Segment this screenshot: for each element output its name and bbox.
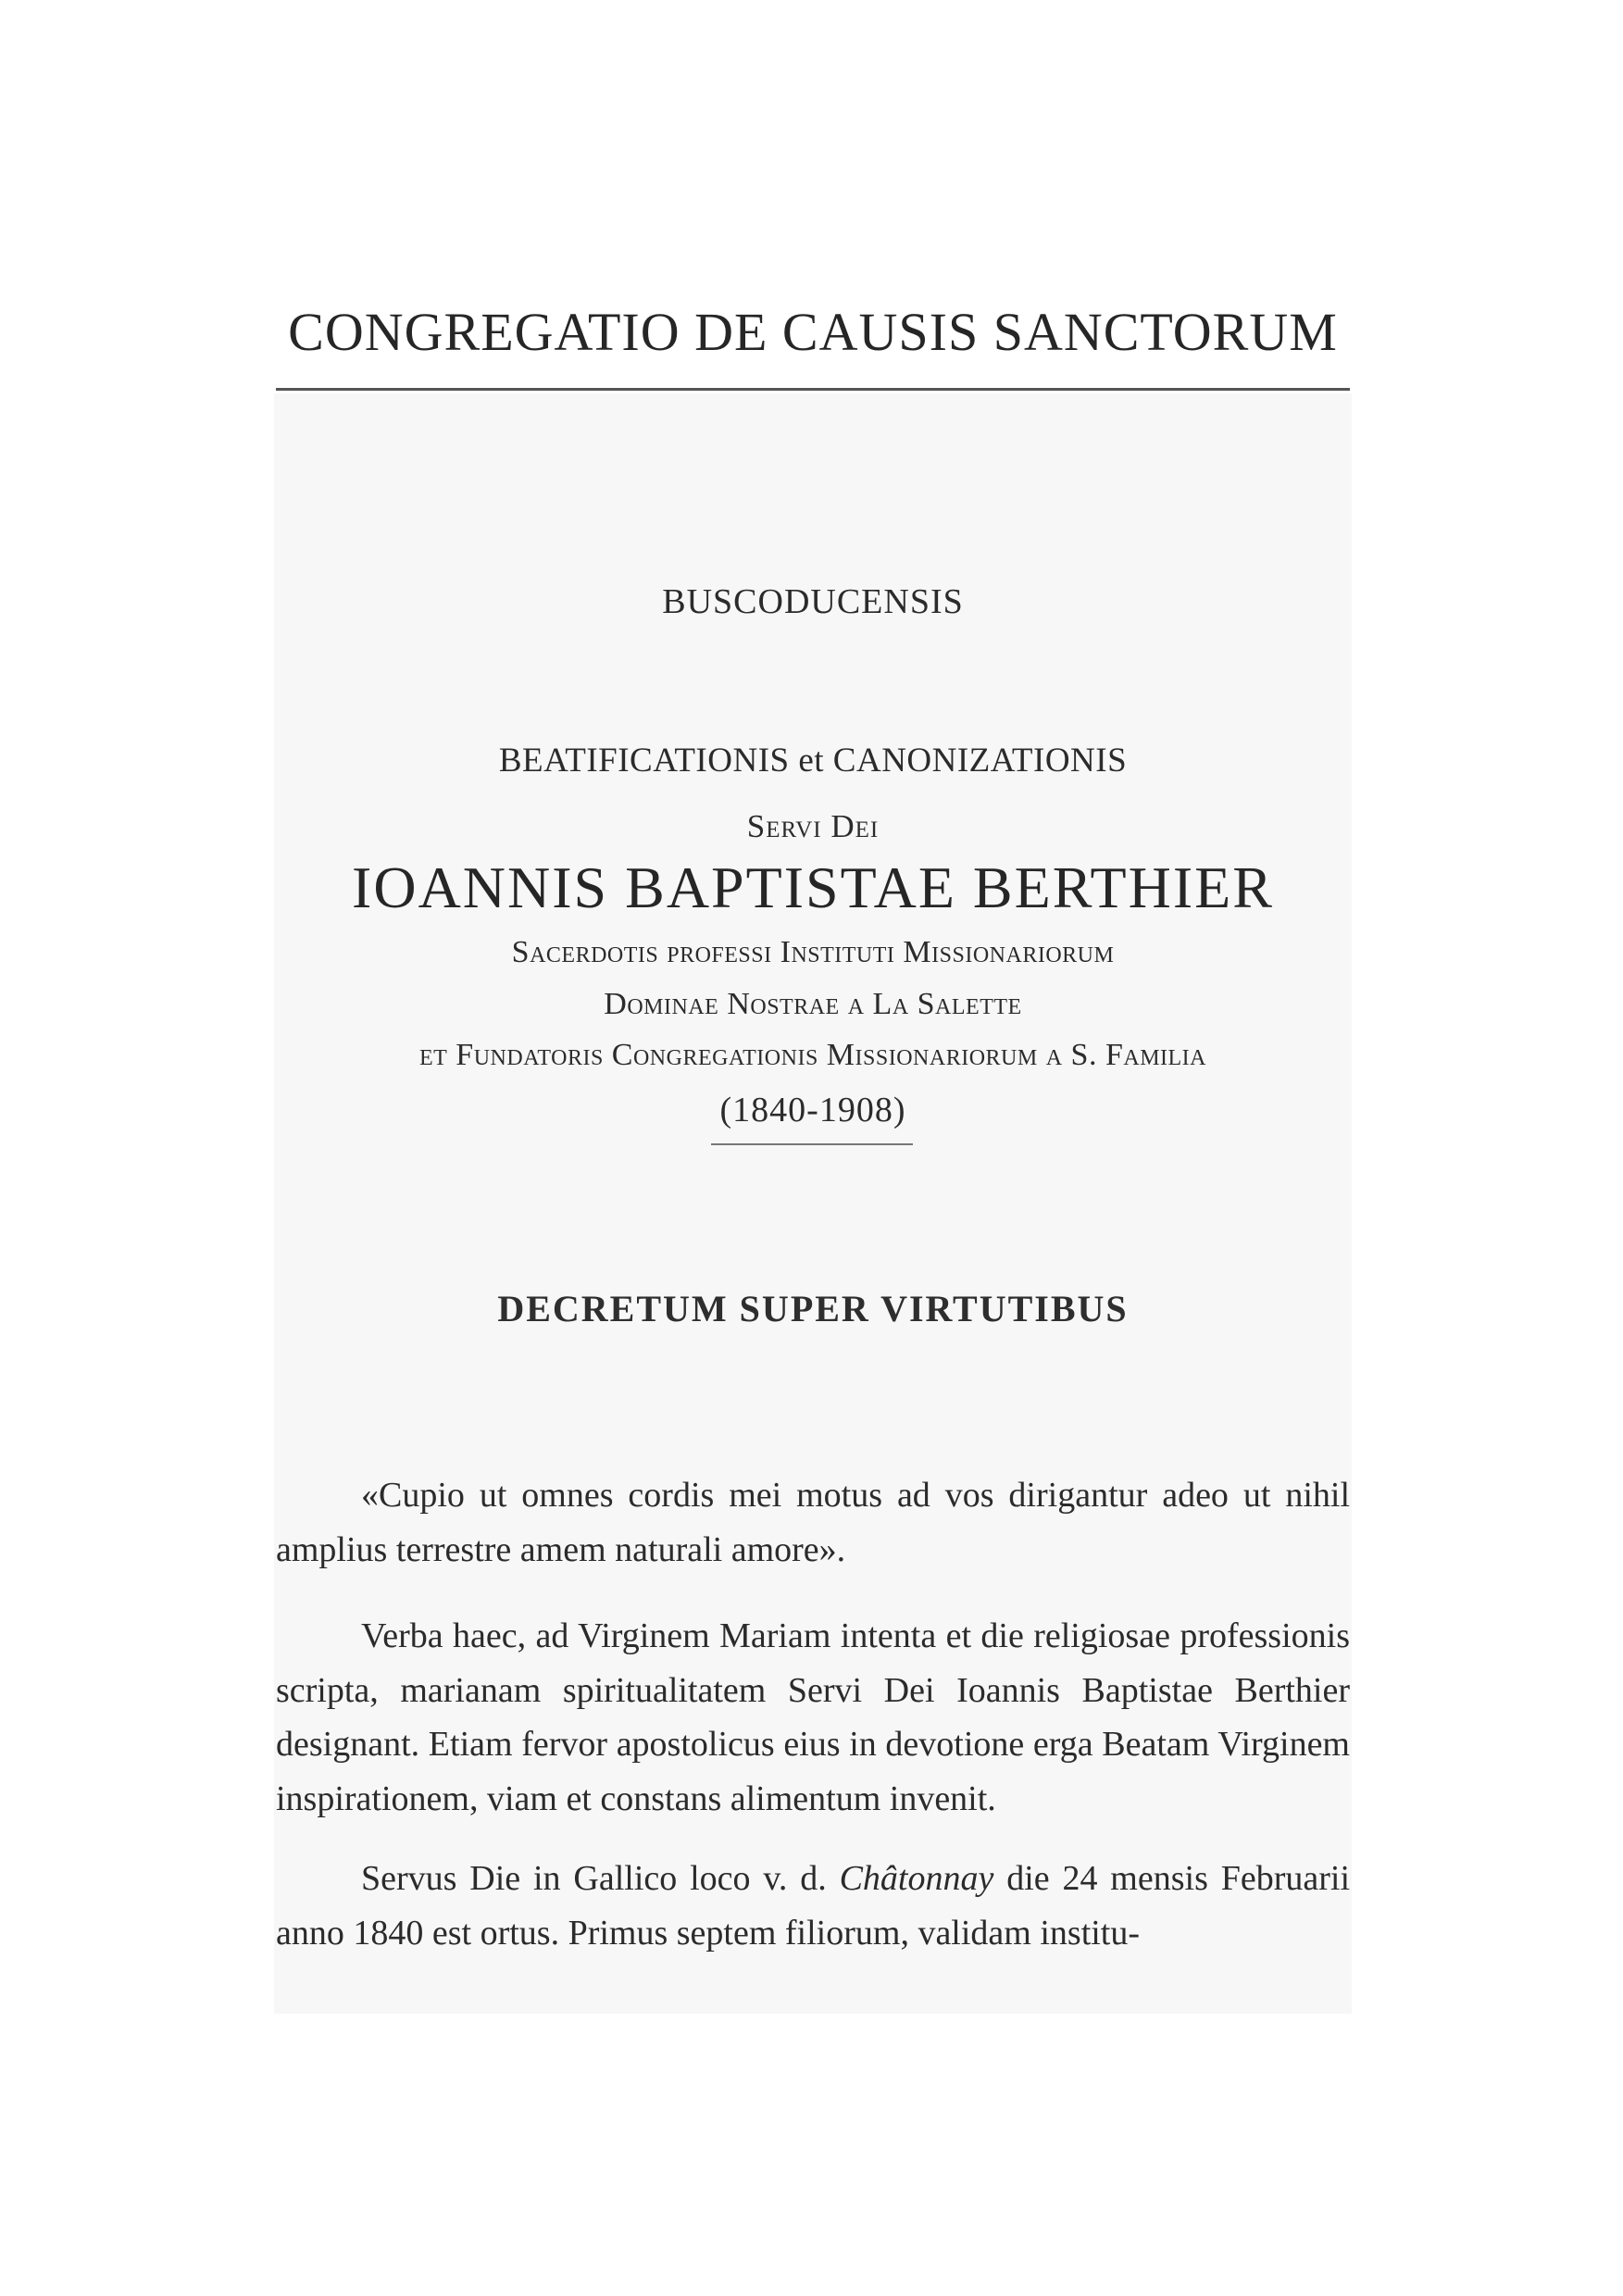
body-paragraph-2: Verba haec, ad Virginem Mariam intenta et die religiosae professionis scripta, marianam spiritualitatem Servi Dei Ioannis Baptistae Berthier designant. Etiam fervor apostolicus eius in devotione erga Beatam Virginem inspirationem, viam et constans alimentum invenit. xyxy=(276,1616,1350,1818)
diocese-name: BUSCODUCENSIS xyxy=(662,582,964,621)
servant-label: Servi Dei xyxy=(746,808,880,844)
section-divider xyxy=(711,1143,913,1145)
subtitle-line-1: Sacerdotis professi Instituti Missionariorum xyxy=(511,935,1115,969)
subtitle-line-3: et Fundatoris Congregationis Missionariorum a S. Familia xyxy=(418,1038,1207,1072)
paragraph-3-end: die 24 mensis Februarii anno 1840 est ortus. Primus septem filiorum, validam institu- xyxy=(276,1859,1351,1953)
header-rule xyxy=(276,388,1350,391)
paragraph-3-start: Servus Die in Gallico loco v. d. xyxy=(361,1859,840,1898)
cause-title: BEATIFICATIONIS et CANONIZATIONIS xyxy=(498,742,1128,780)
place-name: Châtonnay xyxy=(839,1859,994,1898)
servant-name: IOANNIS BAPTISTAE BERTHIER xyxy=(352,855,1274,920)
body-paragraph-1: «Cupio ut omnes cordis mei motus ad vos dirigantur adeo ut nihil amplius terrestre amem naturali amore». xyxy=(276,1476,1350,1569)
congregation-title: CONGREGATIO DE CAUSIS SANCTORUM xyxy=(288,302,1338,362)
decree-title: DECRETUM SUPER VIRTUTIBUS xyxy=(497,1288,1129,1329)
body-paragraph-3 xyxy=(276,1852,1350,1960)
subtitle-line-2: Dominae Nostrae a La Salette xyxy=(604,987,1022,1021)
life-dates: (1840-1908) xyxy=(719,1091,906,1129)
page-header xyxy=(276,302,1350,362)
